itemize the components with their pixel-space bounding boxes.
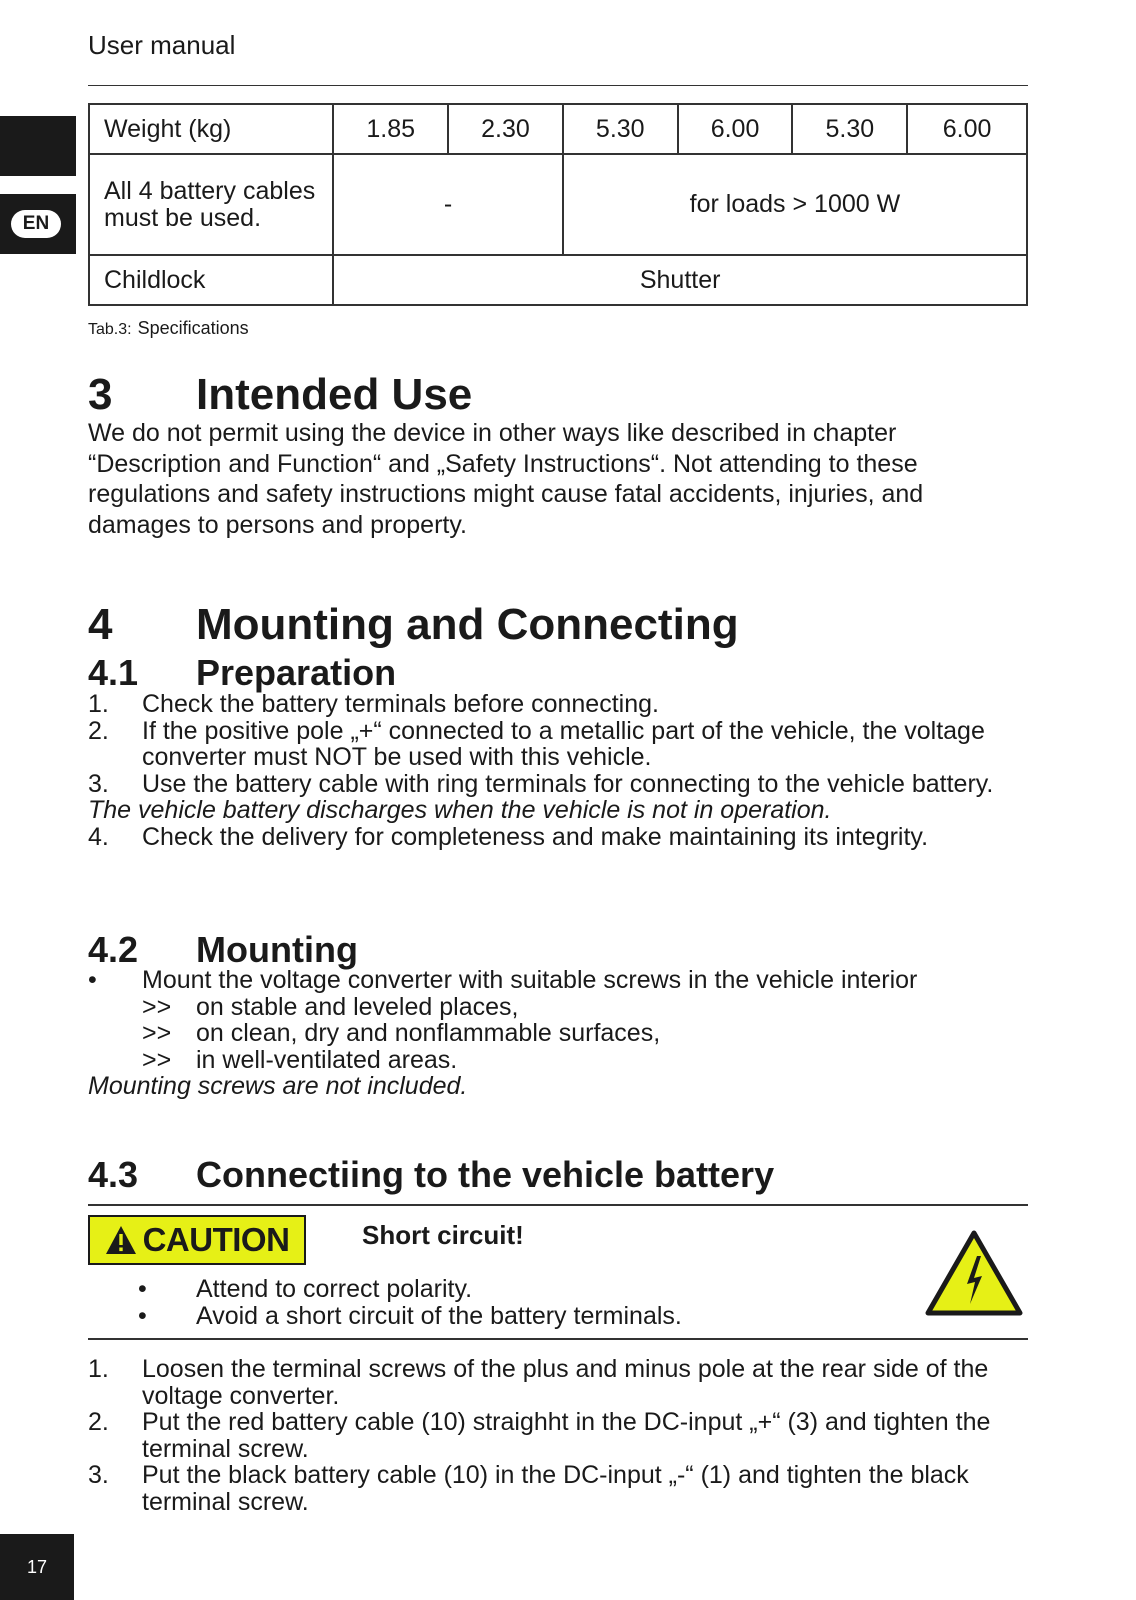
language-tab xyxy=(0,194,76,254)
bullet: • xyxy=(138,1275,147,1303)
language-badge: EN xyxy=(11,210,61,238)
caution-divider-top xyxy=(88,1204,1028,1206)
section-4-3-heading xyxy=(88,1154,774,1196)
sub-item: >> in well-ventilated areas. xyxy=(142,1045,458,1074)
mounting-note: Mounting screws are not included. xyxy=(88,1072,468,1100)
list-item: 3. Use the battery cable with ring terminals for connecting to the vehicle battery. xyxy=(88,769,994,798)
cables-label: All 4 battery cables must be used. xyxy=(89,154,333,255)
section-number: 4 xyxy=(88,600,113,649)
high-voltage-icon xyxy=(925,1230,1023,1316)
caption-tab-number: Tab.3: xyxy=(88,321,132,338)
list-item: 2. If the positive pole „+“ connected to a metallic part of the vehicle, the voltage converter must NOT be used with this vehicle. xyxy=(88,716,985,771)
table-row-cables xyxy=(89,154,1027,255)
section-3-heading xyxy=(88,370,472,420)
connecting-steps xyxy=(88,1356,1038,1515)
weight-value: 6.00 xyxy=(907,104,1027,154)
weight-label: Weight (kg) xyxy=(89,104,333,154)
weight-value: 5.30 xyxy=(792,104,907,154)
preparation-list xyxy=(88,691,1038,850)
childlock-value: Shutter xyxy=(333,255,1027,305)
caution-list xyxy=(138,1276,682,1329)
cables-none: - xyxy=(333,154,563,255)
list-item: 4. Check the delivery for completeness and make maintaining its integrity. xyxy=(88,822,929,851)
weight-value: 5.30 xyxy=(563,104,678,154)
page-number: 17 xyxy=(0,1534,74,1600)
section-title: Connectiing to the vehicle battery xyxy=(196,1154,775,1195)
childlock-label: Childlock xyxy=(89,255,333,305)
section-number: 4.2 xyxy=(88,929,139,970)
intended-use-paragraph: We do not permit using the device in other ways like described in chapter “Description and Function“ and „Safety Instructions“. Not attending to these regulations and safety instructions might cause fatal accidents, injuries, and damages to persons and property. xyxy=(88,419,924,539)
side-marker xyxy=(0,116,76,176)
cables-value: for loads > 1000 W xyxy=(563,154,1027,255)
weight-value: 6.00 xyxy=(678,104,793,154)
caution-label xyxy=(88,1215,306,1265)
section-4-1-heading xyxy=(88,652,396,694)
caution-divider-bottom xyxy=(88,1338,1028,1340)
list-item: • Mount the voltage converter with suitable screws in the vehicle interior xyxy=(88,966,918,994)
sub-item: >> on clean, dry and nonflammable surfaces, xyxy=(142,1019,661,1047)
section-title: Preparation xyxy=(196,652,397,693)
section-number: 4.1 xyxy=(88,652,139,693)
sub-item: >> on stable and leveled places, xyxy=(142,992,519,1021)
section-4-heading xyxy=(88,600,739,650)
section-title: Mounting xyxy=(196,929,358,970)
mounting-list xyxy=(88,967,1038,1100)
section-number: 4.3 xyxy=(88,1154,139,1195)
caption-text: Specifications xyxy=(137,318,249,338)
warning-triangle-icon xyxy=(105,1225,137,1255)
section-title: Mounting and Connecting xyxy=(196,600,739,649)
preparation-note: The vehicle battery discharges when the vehicle is not in operation. xyxy=(88,796,832,824)
header-divider xyxy=(88,85,1028,86)
caution-title: Short circuit! xyxy=(362,1220,524,1250)
table-row-childlock xyxy=(89,255,1027,305)
section-number: 3 xyxy=(88,370,113,419)
running-header: User manual xyxy=(88,30,236,60)
list-item: • Attend to correct polarity. xyxy=(138,1275,473,1303)
table-caption xyxy=(88,318,249,339)
list-item: 1. Check the battery terminals before connecting. xyxy=(88,690,659,718)
list-item: • Avoid a short circuit of the battery terminals. xyxy=(138,1301,682,1330)
section-4-2-heading xyxy=(88,929,358,971)
section-title: Intended Use xyxy=(196,370,473,419)
bullet: • xyxy=(138,1301,147,1330)
weight-value: 1.85 xyxy=(333,104,448,154)
list-item: 2. Put the red battery cable (10) straighht in the DC-input „+“ (3) and tighten the terminal screw. xyxy=(88,1408,991,1463)
list-item: 1. Loosen the terminal screws of the plus and minus pole at the rear side of the voltage converter. xyxy=(88,1355,989,1410)
bullet: • xyxy=(88,966,97,994)
table-row-weight xyxy=(89,104,1027,154)
caution-text: CAUTION xyxy=(142,1221,290,1258)
list-item: 3. Put the black battery cable (10) in the DC-input „-“ (1) and tighten the black terminal screw. xyxy=(88,1461,969,1516)
spec-table xyxy=(88,103,1028,306)
weight-value: 2.30 xyxy=(448,104,563,154)
